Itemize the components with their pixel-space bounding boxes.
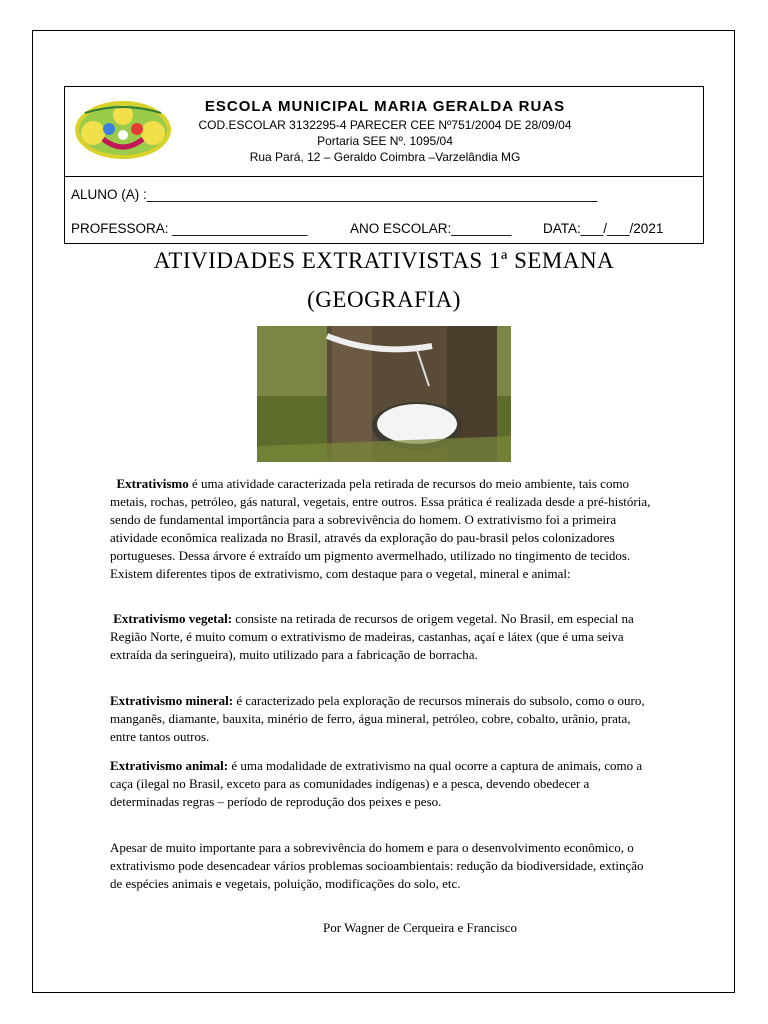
paragraph-intro [110, 475, 655, 583]
author-credit: Por Wagner de Cerqueira e Francisco [323, 920, 518, 935]
school-address-line: Rua Pará, 12 – Geraldo Coimbra –Varzelândia MG [249, 150, 521, 164]
text-conclusion: Apesar de muito importante para a sobrevivência do homem e para o desenvolvimento econômico, o extrativismo pode desencadear vários problemas socioambientais: redução da biodiversidade, extinção de espécies animais e vegetais, poluição, modificações do solo, etc. [110, 840, 644, 891]
paragraph-mineral [110, 692, 655, 746]
school-logo [73, 99, 173, 161]
paragraph-animal [110, 757, 655, 811]
aluno-field[interactable]: ALUNO (A) :____________________________________________________________ [71, 187, 598, 202]
rubber-tree-photo [257, 326, 511, 462]
professora-field[interactable]: PROFESSORA: __________________ [71, 221, 308, 236]
term-mineral: Extrativismo mineral: [110, 693, 234, 708]
text-mineral: é caracterizado pela exploração de recursos minerais do subsolo, como o ouro, manganês, diamante, bauxita, minério de ferro, água mineral, petróleo, cobre, cobalto, urânio, prata, entre tantos outros. [110, 693, 645, 744]
doc-title-line1: ATIVIDADES EXTRATIVISTAS 1ª SEMANA [153, 248, 615, 273]
school-name: ESCOLA MUNICIPAL MARIA GERALDA RUAS [204, 98, 566, 115]
text-extrativismo: é uma atividade caracterizada pela retirada de recursos do meio ambiente, tais como metais, rochas, petróleo, gás natural, vegetais, entre outros. Essa prática é realizada desde a pré-história, sendo de fundamental importância para a sobrevivência do homem. O extrativismo foi a primeira atividade econômica realizada no Brasil, através da exploração do pau-brasil pelos colonizadores portugueses. Dessa árvore é extraído um pigmento avermelhado, utilizado no tingimento de tecidos. Existem diferentes tipos de extrativismo, com destaque para o vegetal, mineral e animal: [110, 476, 651, 581]
school-portaria-line: Portaria SEE Nº. 1095/04 [317, 134, 453, 148]
header-top-section [65, 87, 703, 177]
ano-escolar-field[interactable]: ANO ESCOLAR:________ [350, 221, 512, 236]
school-info [175, 97, 595, 165]
school-header [64, 86, 704, 244]
school-code-line: COD.ESCOLAR 3132295-4 PARECER CEE Nº751/2004 DE 28/09/04 [198, 118, 572, 132]
text-vegetal: consiste na retirada de recursos de origem vegetal. No Brasil, em especial na Região Norte, é muito comum o extrativismo de madeiras, castanhas, açaí e látex (que é uma seiva extraída da seringueira), muito utilizado para a fabricação de borracha. [110, 611, 634, 662]
text-animal: é uma modalidade de extrativismo na qual ocorre a captura de animais, como a caça (ilegal no Brasil, exceto para as comunidades indígenas) e a pesca, devendo obedecer a determinadas regras – período de reprodução dos peixes e peso. [110, 758, 643, 809]
paragraph-vegetal [110, 610, 655, 664]
term-animal: Extrativismo animal: [110, 758, 229, 773]
doc-title-line2: (GEOGRAFIA) [307, 287, 461, 312]
data-field[interactable]: DATA:___/___/2021 [543, 221, 664, 236]
paragraph-conclusion [110, 839, 655, 893]
term-extrativismo: Extrativismo [116, 476, 189, 491]
term-vegetal: Extrativismo vegetal: [113, 611, 233, 626]
